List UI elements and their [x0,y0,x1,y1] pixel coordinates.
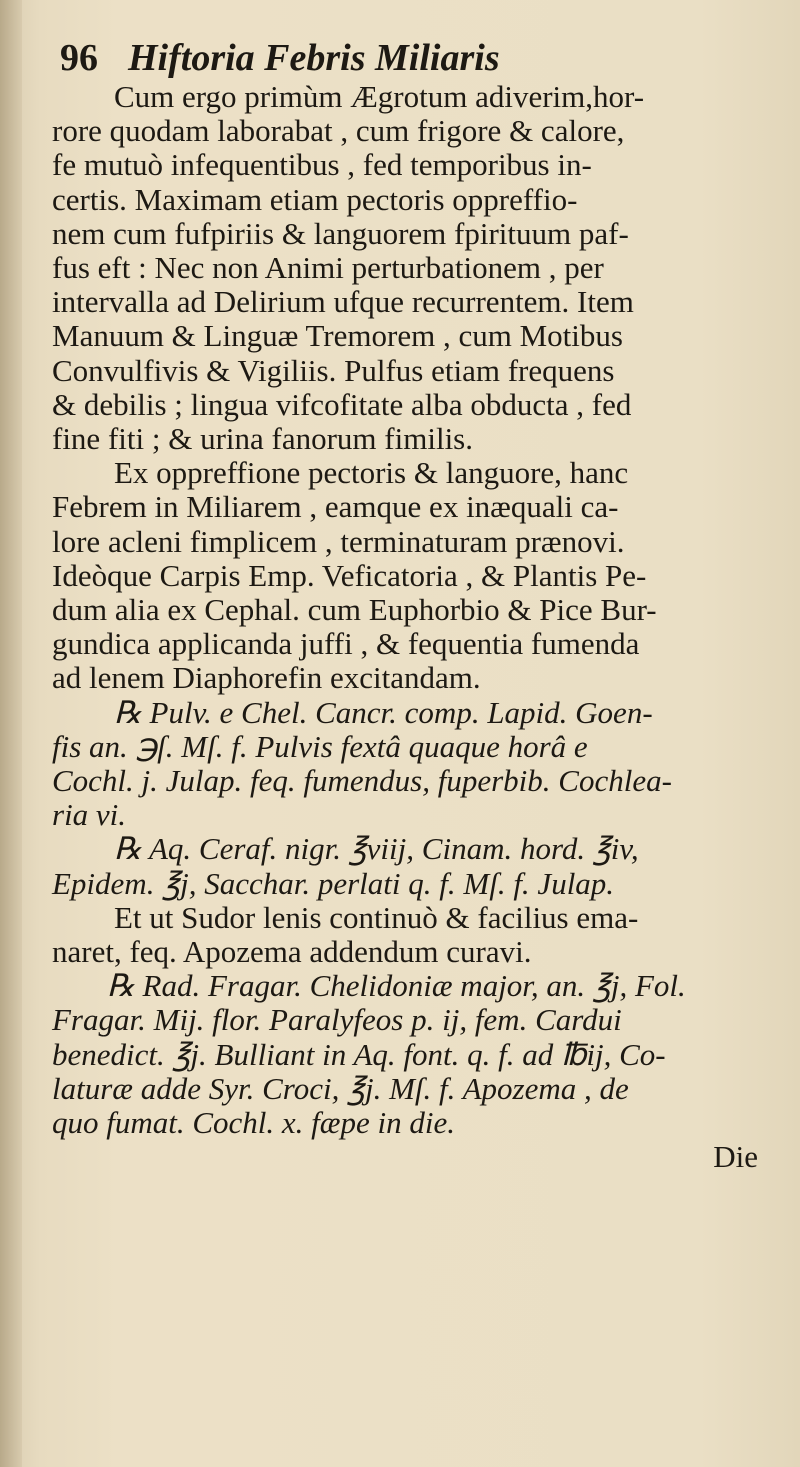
text-line: Cum ergo primùm Ægrotum adiverim,hor- [114,79,645,114]
text-line: laturæ adde Syr. Croci, ℥j. Mſ. f. Apozema , de [52,1070,629,1106]
text-line: Fragar. Mij. flor. Paralyfeos p. ij, fem. Cardui [52,1002,622,1038]
text-line: gundica applicanda juffi , & fequentia fumenda [52,626,640,662]
text-line: intervalla ad Delirium ufque recurrentem. Item [52,284,634,320]
text-line: Ideòque Carpis Emp. Veficatoria , & Plantis Pe- [52,557,647,593]
page-number: 96 [60,37,98,79]
book-gutter [0,0,22,1467]
text-line: ℞ Pulv. e Chel. Cancr. comp. Lapid. Goen- [114,694,653,730]
page-text [52,38,792,1175]
text-line: benedict. ℥j. Bulliant in Aq. font. q. f. ad ℔ij, Co- [52,1036,666,1072]
text-line: & debilis ; lingua vifcofitate alba obducta , fed [52,386,632,422]
text-line: fine fiti ; & urina fanorum fimilis. [52,421,473,457]
text-line: quo fumat. Cochl. x. fæpe in die. [52,1105,455,1141]
text-line: nem cum fufpiriis & languorem fpirituum paf- [52,215,629,251]
text-line: fe mutuò infequentibus , fed temporibus in- [52,147,592,183]
text-line: Convulfivis & Vigiliis. Pulfus etiam frequens [52,352,615,388]
text-line: naret, feq. Apozema addendum curavi. [52,934,532,970]
text-line: fus eft : Nec non Animi perturbationem , per [52,250,604,286]
text-line: lore acleni fimplicem , terminaturam prænovi. [52,523,625,559]
running-title: Hiftoria Febris Miliaris [128,37,500,79]
text-line: ℞ Aq. Ceraf. nigr. ℥viij, Cinam. hord. ℥iv, [114,831,639,867]
text-lines [52,80,792,1140]
text-line: Febrem in Miliarem , eamque ex inæquali ca- [52,489,619,525]
text-line: ℞ Rad. Fragar. Chelidoniæ major, an. ℥j, Fol. [107,968,686,1004]
text-line: fis an. ℈ſ. Mſ. f. Pulvis fextâ quaque horâ e [52,728,588,764]
text-line: Manuum & Linguæ Tremorem , cum Motibus [52,318,623,354]
running-header [60,38,792,78]
text-line: Et ut Sudor lenis continuò & facilius ema- [114,899,639,935]
text-line: Epidem. ℥j, Sacchar. perlati q. f. Mſ. f. Julap. [52,865,615,901]
text-line: ria vi. [52,797,127,833]
text-line: dum alia ex Cephal. cum Euphorbio & Pice Bur- [52,592,657,628]
text-line: Cochl. j. Julap. feq. fumendus, fuperbib. Cochlea- [52,763,672,799]
text-line: certis. Maximam etiam pectoris oppreffio- [52,181,578,217]
text-line: Ex oppreffione pectoris & languore, hanc [114,455,629,491]
text-line: ad lenem Diaphorefin excitandam. [52,660,481,696]
catchword: Die [713,1139,758,1175]
text-line: rore quodam laborabat , cum frigore & calore, [52,113,625,149]
